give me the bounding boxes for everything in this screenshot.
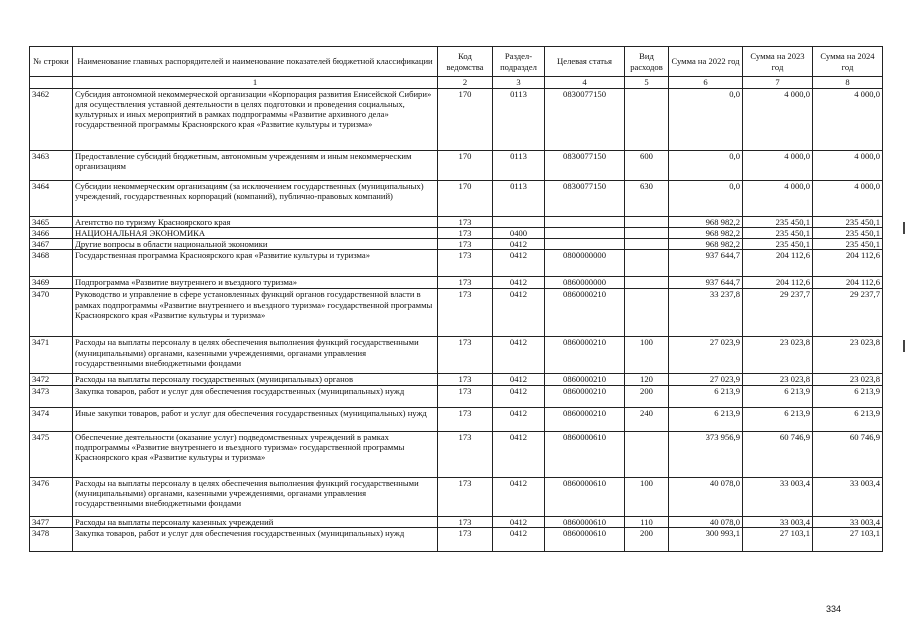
row-name: НАЦИОНАЛЬНАЯ ЭКОНОМИКА <box>73 228 438 239</box>
section-code: 0400 <box>493 228 545 239</box>
header-sum-2024: Сумма на 2024 год <box>813 47 883 77</box>
sum-2022: 968 982,2 <box>669 217 743 228</box>
row-name: Иные закупки товаров, работ и услуг для обеспечения государственных (муниципальных) нужд <box>73 407 438 431</box>
sum-2023: 33 003,4 <box>743 477 813 516</box>
sum-2023: 27 103,1 <box>743 527 813 551</box>
row-number: 3463 <box>30 151 73 181</box>
header-section: Раздел-подраздел <box>493 47 545 77</box>
section-code: 0412 <box>493 385 545 407</box>
sum-2024: 235 450,1 <box>813 217 883 228</box>
sum-2023: 235 450,1 <box>743 228 813 239</box>
expense-type: 110 <box>625 516 669 527</box>
sum-2024: 33 003,4 <box>813 477 883 516</box>
target-article: 0830077150 <box>545 151 625 181</box>
expense-type: 600 <box>625 151 669 181</box>
section-code: 0412 <box>493 337 545 374</box>
header-row <box>30 47 883 77</box>
row-number: 3470 <box>30 289 73 337</box>
row-number: 3471 <box>30 337 73 374</box>
sum-2022: 300 993,1 <box>669 527 743 551</box>
department-code: 173 <box>438 228 493 239</box>
department-code: 170 <box>438 151 493 181</box>
expense-type <box>625 217 669 228</box>
sum-2023: 4 000,0 <box>743 151 813 181</box>
table-row <box>30 289 883 337</box>
header-sum-2022: Сумма на 2022 год <box>669 47 743 77</box>
sum-2022: 6 213,9 <box>669 407 743 431</box>
sum-2024: 23 023,8 <box>813 337 883 374</box>
column-number: 5 <box>625 77 669 89</box>
sum-2022: 0,0 <box>669 181 743 217</box>
sum-2023: 235 450,1 <box>743 239 813 250</box>
section-code <box>493 217 545 228</box>
table-row <box>30 477 883 516</box>
column-number-row <box>30 77 883 89</box>
header-sum-2023: Сумма на 2023 год <box>743 47 813 77</box>
row-number: 3464 <box>30 181 73 217</box>
header-expense-type: Вид расходов <box>625 47 669 77</box>
target-article: 0860000610 <box>545 527 625 551</box>
header-target-article: Целевая статья <box>545 47 625 77</box>
row-name: Другие вопросы в области национальной экономики <box>73 239 438 250</box>
sum-2024: 23 023,8 <box>813 374 883 385</box>
row-number: 3472 <box>30 374 73 385</box>
expense-type: 200 <box>625 385 669 407</box>
expense-type <box>625 89 669 151</box>
target-article: 0860000610 <box>545 516 625 527</box>
expense-type: 240 <box>625 407 669 431</box>
expense-type <box>625 431 669 477</box>
target-article: 0800000000 <box>545 250 625 277</box>
department-code: 173 <box>438 385 493 407</box>
department-code: 173 <box>438 277 493 289</box>
row-name: Расходы на выплаты персоналу казенных учреждений <box>73 516 438 527</box>
expense-type <box>625 239 669 250</box>
row-number: 3466 <box>30 228 73 239</box>
row-name: Расходы на выплаты персоналу государственных (муниципальных) органов <box>73 374 438 385</box>
table-row <box>30 385 883 407</box>
expense-type <box>625 277 669 289</box>
department-code: 173 <box>438 289 493 337</box>
sum-2023: 23 023,8 <box>743 374 813 385</box>
sum-2022: 0,0 <box>669 151 743 181</box>
sum-2022: 27 023,9 <box>669 374 743 385</box>
sum-2023: 4 000,0 <box>743 89 813 151</box>
section-code: 0412 <box>493 527 545 551</box>
sum-2022: 27 023,9 <box>669 337 743 374</box>
target-article: 0860000610 <box>545 477 625 516</box>
row-name: Субсидии некоммерческим организациям (за исключением государственных (муниципальных) учреждений, государственных корпораций (компаний), публично-правовых компаний) <box>73 181 438 217</box>
sum-2023: 235 450,1 <box>743 217 813 228</box>
department-code: 173 <box>438 337 493 374</box>
sum-2023: 204 112,6 <box>743 250 813 277</box>
sum-2023: 60 746,9 <box>743 431 813 477</box>
target-article <box>545 228 625 239</box>
table-body <box>30 89 883 552</box>
row-name: Закупка товаров, работ и услуг для обеспечения государственных (муниципальных) нужд <box>73 385 438 407</box>
section-code: 0412 <box>493 431 545 477</box>
department-code: 173 <box>438 217 493 228</box>
sum-2024: 235 450,1 <box>813 239 883 250</box>
sum-2022: 373 956,9 <box>669 431 743 477</box>
row-name: Предоставление субсидий бюджетным, автономным учреждениям и иным некоммерческим организациям <box>73 151 438 181</box>
sum-2024: 4 000,0 <box>813 89 883 151</box>
sum-2024: 4 000,0 <box>813 181 883 217</box>
column-number: 8 <box>813 77 883 89</box>
column-number: 2 <box>438 77 493 89</box>
column-number: 1 <box>73 77 438 89</box>
page-number: 334 <box>826 604 842 614</box>
department-code: 173 <box>438 407 493 431</box>
section-code: 0412 <box>493 407 545 431</box>
expense-type: 120 <box>625 374 669 385</box>
sum-2024: 4 000,0 <box>813 151 883 181</box>
sum-2022: 937 644,7 <box>669 277 743 289</box>
header-row-number: № строки <box>30 47 73 77</box>
target-article: 0860000000 <box>545 277 625 289</box>
sum-2023: 23 023,8 <box>743 337 813 374</box>
department-code: 170 <box>438 89 493 151</box>
row-number: 3467 <box>30 239 73 250</box>
column-number: 7 <box>743 77 813 89</box>
sum-2024: 204 112,6 <box>813 250 883 277</box>
sum-2023: 6 213,9 <box>743 385 813 407</box>
sum-2022: 968 982,2 <box>669 228 743 239</box>
table-row <box>30 228 883 239</box>
department-code: 173 <box>438 250 493 277</box>
table-row <box>30 407 883 431</box>
section-code: 0412 <box>493 516 545 527</box>
row-number: 3478 <box>30 527 73 551</box>
column-number <box>30 77 73 89</box>
sum-2024: 60 746,9 <box>813 431 883 477</box>
sum-2022: 40 078,0 <box>669 477 743 516</box>
row-name: Обеспечение деятельности (оказание услуг) подведомственных учреждений в рамках подпрограммы «Развитие внутреннего и въездного туризма» государственной программы Красноярского края «Развитие культуры и туризма» <box>73 431 438 477</box>
table-row <box>30 374 883 385</box>
department-code: 173 <box>438 527 493 551</box>
expense-type: 100 <box>625 337 669 374</box>
department-code: 173 <box>438 431 493 477</box>
sum-2022: 33 237,8 <box>669 289 743 337</box>
sum-2022: 968 982,2 <box>669 239 743 250</box>
column-number: 4 <box>545 77 625 89</box>
section-code: 0412 <box>493 239 545 250</box>
sum-2023: 4 000,0 <box>743 181 813 217</box>
row-name: Государственная программа Красноярского края «Развитие культуры и туризма» <box>73 250 438 277</box>
table-row <box>30 527 883 551</box>
target-article: 0860000610 <box>545 431 625 477</box>
department-code: 170 <box>438 181 493 217</box>
row-name: Подпрограмма «Развитие внутреннего и въездного туризма» <box>73 277 438 289</box>
target-article: 0860000210 <box>545 374 625 385</box>
row-name: Субсидия автономной некоммерческой организации «Корпорация развития Енисейской Сибири» для осуществления уставной деятельности в целях подготовки и проведения социальных, культурных и иных мероприятий в рамках подпрограммы «Развитие архивного дела» государственной программы Красноярского края «Развитие культуры и туризма» <box>73 89 438 151</box>
section-code: 0113 <box>493 151 545 181</box>
expense-type <box>625 289 669 337</box>
row-number: 3473 <box>30 385 73 407</box>
table-row <box>30 217 883 228</box>
sum-2024: 29 237,7 <box>813 289 883 337</box>
sum-2024: 204 112,6 <box>813 277 883 289</box>
department-code: 173 <box>438 477 493 516</box>
section-code: 0113 <box>493 89 545 151</box>
sum-2022: 6 213,9 <box>669 385 743 407</box>
expense-type: 100 <box>625 477 669 516</box>
sum-2023: 6 213,9 <box>743 407 813 431</box>
table-row <box>30 431 883 477</box>
row-number: 3476 <box>30 477 73 516</box>
column-number: 3 <box>493 77 545 89</box>
sum-2022: 0,0 <box>669 89 743 151</box>
row-number: 3477 <box>30 516 73 527</box>
target-article: 0830077150 <box>545 181 625 217</box>
row-number: 3462 <box>30 89 73 151</box>
budget-table <box>29 46 883 552</box>
target-article: 0860000210 <box>545 289 625 337</box>
section-code: 0412 <box>493 374 545 385</box>
department-code: 173 <box>438 239 493 250</box>
sum-2024: 27 103,1 <box>813 527 883 551</box>
sum-2023: 29 237,7 <box>743 289 813 337</box>
row-number: 3474 <box>30 407 73 431</box>
table-row <box>30 181 883 217</box>
department-code: 173 <box>438 516 493 527</box>
expense-type: 200 <box>625 527 669 551</box>
row-number: 3468 <box>30 250 73 277</box>
section-code: 0113 <box>493 181 545 217</box>
sum-2022: 937 644,7 <box>669 250 743 277</box>
column-number: 6 <box>669 77 743 89</box>
target-article: 0860000210 <box>545 385 625 407</box>
target-article <box>545 217 625 228</box>
section-code: 0412 <box>493 477 545 516</box>
row-name: Расходы на выплаты персоналу в целях обеспечения выполнения функций государственными (муниципальными) органами, казенными учреждениями, органами управления государственными внебюджетными фондами <box>73 477 438 516</box>
table-row <box>30 239 883 250</box>
sum-2023: 33 003,4 <box>743 516 813 527</box>
expense-type: 630 <box>625 181 669 217</box>
target-article: 0860000210 <box>545 337 625 374</box>
row-number: 3465 <box>30 217 73 228</box>
table-row <box>30 337 883 374</box>
table-row <box>30 250 883 277</box>
table-row <box>30 89 883 151</box>
row-number: 3475 <box>30 431 73 477</box>
row-name: Расходы на выплаты персоналу в целях обеспечения выполнения функций государственными (муниципальными) органами, казенными учреждениями, органами управления государственными внебюджетными фондами <box>73 337 438 374</box>
section-code: 0412 <box>493 289 545 337</box>
target-article: 0860000210 <box>545 407 625 431</box>
sum-2024: 6 213,9 <box>813 407 883 431</box>
expense-type <box>625 228 669 239</box>
sum-2023: 204 112,6 <box>743 277 813 289</box>
sum-2024: 235 450,1 <box>813 228 883 239</box>
sum-2024: 33 003,4 <box>813 516 883 527</box>
target-article <box>545 239 625 250</box>
section-code: 0412 <box>493 277 545 289</box>
expense-type <box>625 250 669 277</box>
row-name: Агентство по туризму Красноярского края <box>73 217 438 228</box>
sum-2024: 6 213,9 <box>813 385 883 407</box>
sum-2022: 40 078,0 <box>669 516 743 527</box>
row-number: 3469 <box>30 277 73 289</box>
table-row <box>30 151 883 181</box>
target-article: 0830077150 <box>545 89 625 151</box>
row-name: Руководство и управление в сфере установленных функций органов государственной власти в рамках подпрограммы «Развитие внутреннего и въездного туризма» государственной программы Красноярского края «Развитие культуры и туризма» <box>73 289 438 337</box>
header-name: Наименование главных распорядителей и наименование показателей бюджетной классификации <box>73 47 438 77</box>
table-row <box>30 516 883 527</box>
department-code: 173 <box>438 374 493 385</box>
table-row <box>30 277 883 289</box>
section-code: 0412 <box>493 250 545 277</box>
row-name: Закупка товаров, работ и услуг для обеспечения государственных (муниципальных) нужд <box>73 527 438 551</box>
header-department-code: Код ведомства <box>438 47 493 77</box>
